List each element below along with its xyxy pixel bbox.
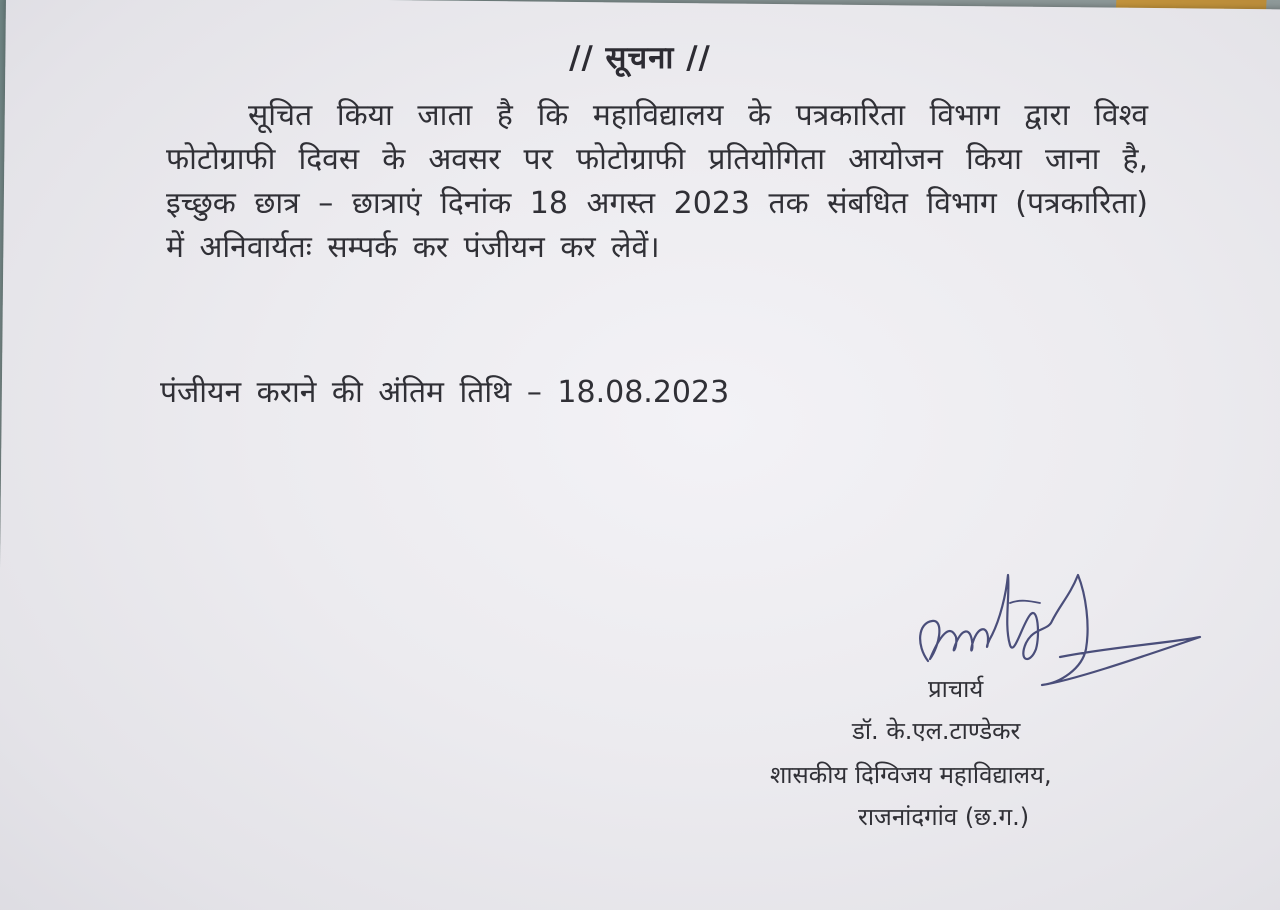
signatory-designation: प्राचार्य: [928, 675, 984, 703]
signatory-name: डॉ. के.एल.टाण्डेकर: [852, 717, 1021, 745]
notice-body: सूचित किया जाता है कि महाविद्यालय के पत्रकारिता विभाग द्वारा विश्व फोटोग्राफी दिवस के अवसर पर फोटोग्राफी प्रतियोगिता आयोजन किया जाना है, इच्छुक छात्र – छात्राएं दिनांक 18 अगस्त 2023 तक संबधित विभाग (पत्रकारिता) में अनिवार्यतः सम्पर्क कर पंजीयन कर लेवें।: [166, 98, 1148, 265]
notice-heading: // सूचना //: [569, 40, 711, 76]
signatory-place: राजनांदगांव (छ.ग.): [858, 803, 1030, 831]
signatory-institution: शासकीय दिग्विजय महाविद्यालय,: [770, 761, 1052, 789]
registration-deadline: पंजीयन कराने की अंतिम तिथि – 18.08.2023: [160, 375, 730, 410]
